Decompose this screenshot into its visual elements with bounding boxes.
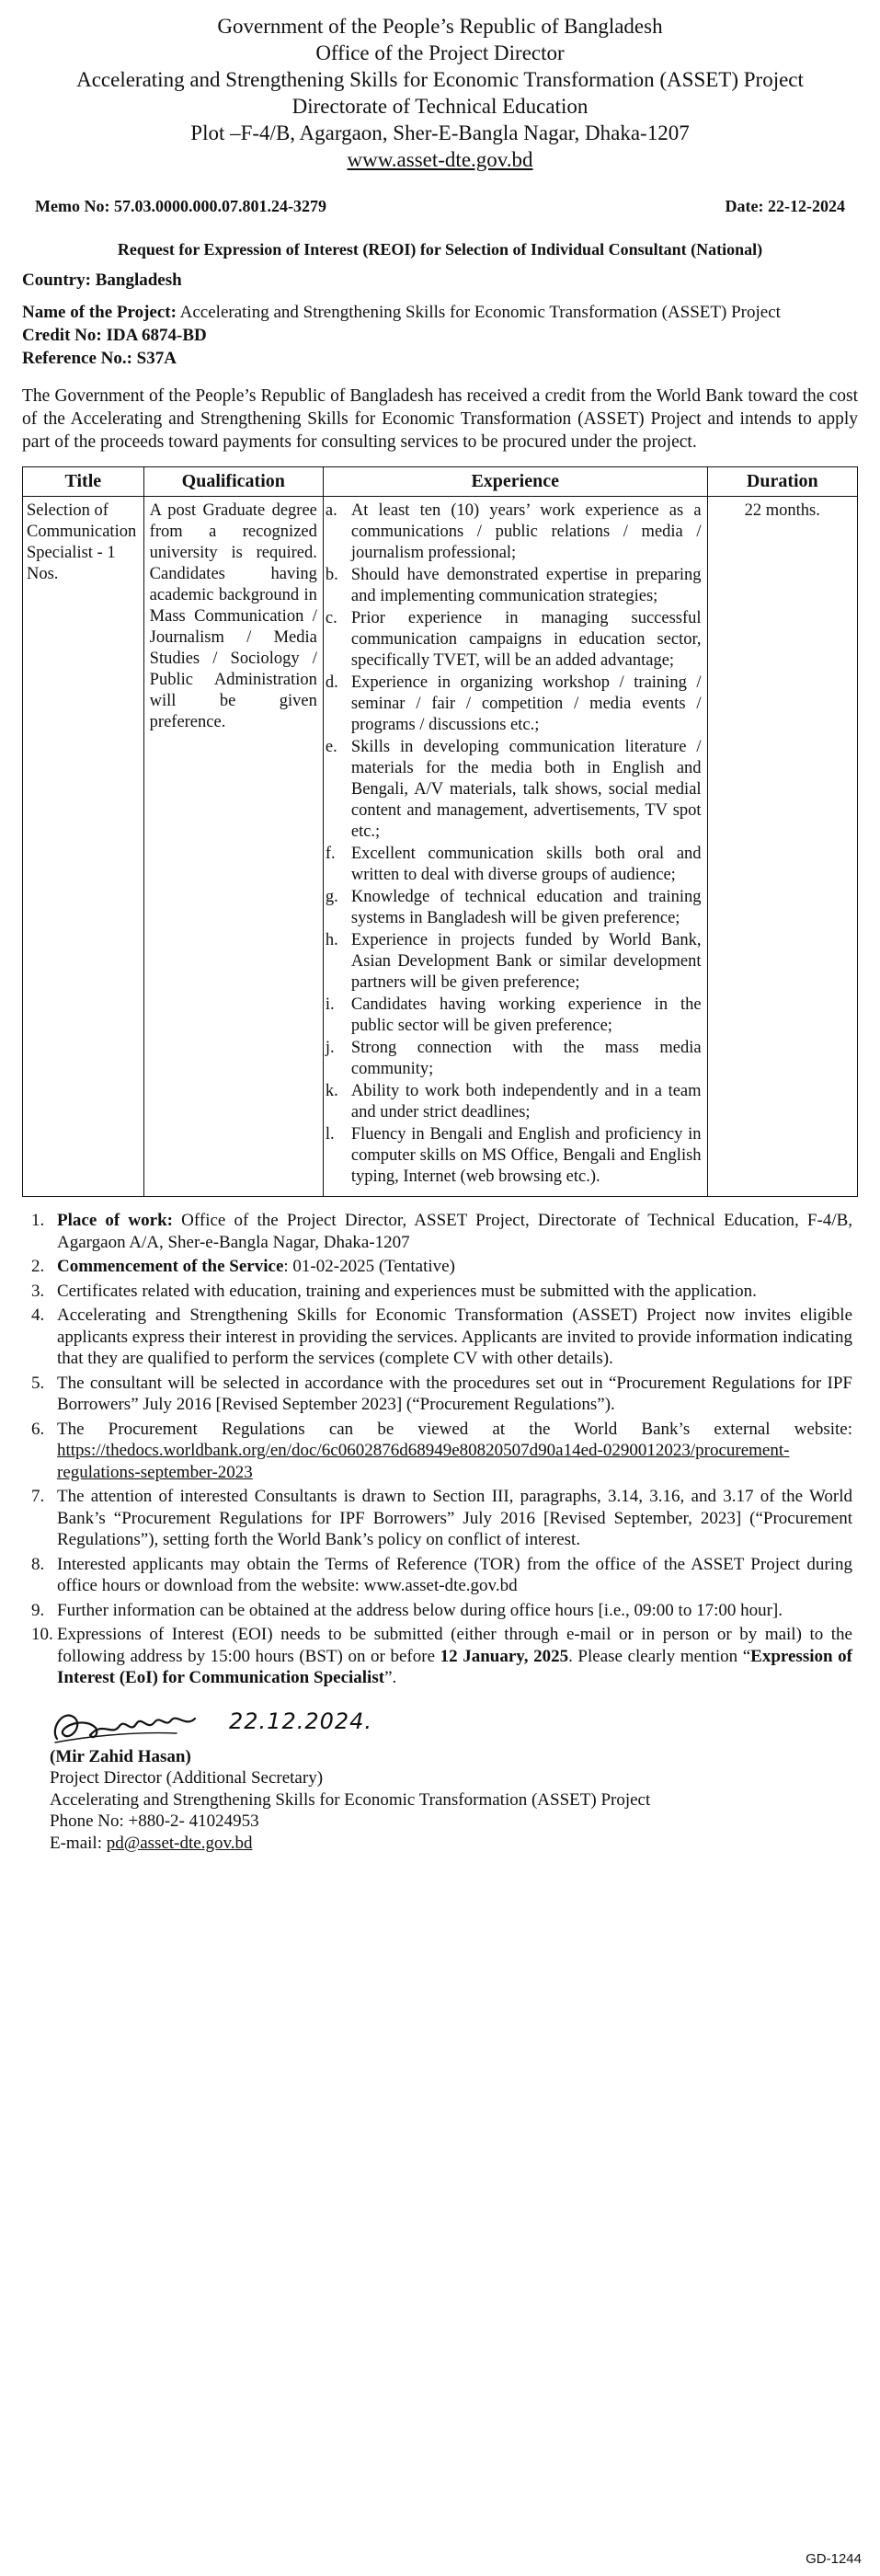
note-body: The Procurement Regulations can be viewed at the World Bank’s external website: — [57, 1419, 852, 1439]
note-text — [57, 1486, 858, 1551]
note-text — [57, 1373, 858, 1416]
table-header-row — [23, 467, 858, 497]
reference-value: S37A — [136, 349, 177, 368]
experience-item — [326, 887, 702, 929]
govt-line: Government of the People’s Republic of Bangladesh — [217, 15, 663, 38]
experience-item — [326, 737, 702, 843]
email-link[interactable]: pd@asset-dte.gov.bd — [106, 1833, 253, 1853]
experience-item — [326, 995, 702, 1037]
note-item — [22, 1419, 858, 1484]
note-item — [22, 1256, 858, 1278]
experience-text: Skills in developing communication literature / materials for the media both in English and Bengali, A/V materials, talk shows, social medial content and management, advertisements, TV spot etc.; — [350, 738, 702, 841]
note-number: 1. — [31, 1211, 45, 1230]
note-text — [57, 1281, 858, 1303]
note-item — [22, 1624, 858, 1689]
memo-row — [35, 197, 845, 216]
handwritten-date: 22.12.2024. — [229, 1708, 373, 1734]
experience-letter: g. — [325, 888, 338, 906]
note-item — [22, 1600, 858, 1622]
note-body: Accelerating and Strengthening Skills for Economic Transformation (ASSET) Project now invites eligible applicants express their interest in providing the services. Applicants are invited to provide information indicating that they are qualified to perform the services (complete CV with other details). — [57, 1305, 852, 1368]
project-line: Accelerating and Strengthening Skills for Economic Transformation (ASSET) Project — [76, 68, 804, 91]
position-table — [22, 466, 858, 1197]
signature-scribble — [48, 1700, 232, 1751]
footer-code: GD-1244 — [806, 2551, 862, 2567]
project-name-value: Accelerating and Strengthening Skills for Economic Transformation (ASSET) Project — [179, 303, 781, 322]
experience-text: Excellent communication skills both oral and written to deal with diverse groups of audience; — [350, 845, 702, 884]
experience-text: Candidates having working experience in the public sector will be given preference; — [350, 995, 702, 1035]
note-number: 3. — [31, 1281, 45, 1301]
header-title: Title — [23, 467, 144, 497]
note-number: 10. — [31, 1625, 53, 1644]
country-value: Bangladesh — [95, 270, 182, 290]
website-link[interactable]: www.asset-dte.gov.bd — [347, 148, 533, 171]
note-text — [57, 1554, 858, 1597]
note-number: 5. — [31, 1373, 45, 1393]
note-number: 4. — [31, 1305, 45, 1325]
experience-letter: h. — [325, 931, 338, 949]
memo-number: Memo No: 57.03.0000.000.07.801.24-3279 — [35, 197, 326, 215]
credit-value: IDA 6874-BD — [106, 326, 207, 345]
experience-letter: b. — [325, 566, 338, 584]
eoi-subject: Expression of Interest (EoI) for Communication Specialist — [57, 1646, 852, 1687]
position-title: Selection of Communication Specialist - 1 Nos. — [23, 497, 144, 1197]
project-name-line — [22, 301, 858, 324]
intro-paragraph: The Government of the People’s Republic of Bangladesh has received a credit from the World Bank toward the cost of the Accelerating and Strengthening Skills for Economic Transformation (ASSET) Project and intends to apply part of the proceeds toward payments for consulting services to be procured under the project. — [22, 386, 858, 452]
experience-item — [326, 1038, 702, 1080]
note-body: Expressions of Interest (EOI) needs to be submitted (either through e-mail or in person or by mail) to the following address by 15:00 hours (BST) on or before — [57, 1625, 852, 1666]
experience-item — [326, 608, 702, 672]
experience-text: Ability to work both independently and in a team and under strict deadlines; — [350, 1082, 702, 1121]
experience-text: Knowledge of technical education and training systems in Bangladesh will be given preference; — [350, 888, 702, 927]
experience-letter: f. — [325, 845, 336, 863]
reference-line — [22, 347, 858, 370]
project-name-label: Name of the Project: — [22, 303, 177, 322]
directorate-line: Directorate of Technical Education — [291, 95, 589, 118]
header-qualification: Qualification — [143, 467, 323, 497]
reference-label: Reference No.: — [22, 349, 132, 368]
note-text — [57, 1624, 858, 1689]
experience-letter: l. — [325, 1125, 335, 1144]
note-bold-label: Place of work: — [57, 1211, 173, 1230]
experience-text: Experience in projects funded by World Bank, Asian Development Bank or similar development partners will be given preference; — [350, 931, 702, 992]
note-body: The attention of interested Consultants is drawn to Section III, paragraphs, 3.14, 3.16, and 3.17 of the World Bank’s “Procurement Regulations for IPF Borrowers” July 2016 [Revised September, 2023] (“Procurement Regulations”), setting forth the World Bank’s policy on conflict of interest. — [57, 1487, 852, 1549]
memo-date: Date: 22-12-2024 — [725, 197, 845, 215]
note-number: 2. — [31, 1257, 45, 1276]
experience-list — [326, 500, 702, 1188]
table-row — [23, 497, 858, 1197]
experience-letter: c. — [325, 609, 337, 627]
note-text — [57, 1305, 858, 1370]
note-item — [22, 1281, 858, 1303]
experience-letter: j. — [325, 1039, 335, 1057]
note-number: 9. — [31, 1600, 45, 1620]
note-text — [57, 1256, 858, 1278]
experience-letter: d. — [325, 673, 338, 692]
header-duration: Duration — [707, 467, 857, 497]
signatory-project: Accelerating and Strengthening Skills for Economic Transformation (ASSET) Project — [50, 1789, 651, 1810]
note-body: The consultant will be selected in accordance with the procedures set out in “Procurement Regulations for IPF Borrowers” July 2016 [Revised September 2023] (“Procurement Regulations”). — [57, 1373, 852, 1414]
experience-item — [326, 500, 702, 564]
signatory-phone: Phone No: +880-2- 41024953 — [50, 1811, 259, 1831]
note-bold-label: Commencement of the Service — [57, 1257, 284, 1276]
duration-value: 22 months. — [707, 497, 857, 1197]
experience-letter: i. — [325, 995, 335, 1014]
credit-label: Credit No: — [22, 326, 102, 345]
note-number: 7. — [31, 1487, 45, 1506]
letterhead — [22, 13, 858, 173]
experience-text: At least ten (10) years’ work experience as a communications / public relations / media / journalism professional; — [350, 501, 702, 562]
experience-item — [326, 844, 702, 886]
header-experience: Experience — [323, 467, 707, 497]
note-number: 8. — [31, 1554, 45, 1574]
office-line: Office of the Project Director — [315, 41, 565, 64]
address-line: Plot –F-4/B, Agargaon, Sher-E-Bangla Nagar, Dhaka-1207 — [190, 121, 690, 144]
signatory-designation: Project Director (Additional Secretary) — [50, 1768, 324, 1788]
experience-item — [326, 1124, 702, 1188]
notes-list — [22, 1210, 858, 1689]
note-body: . Please clearly mention “ — [568, 1646, 751, 1666]
experience-item — [326, 673, 702, 736]
note-item — [22, 1486, 858, 1551]
signatory-details — [50, 1746, 650, 1855]
experience-text: Prior experience in managing successful communication campaigns in education sector, specifically TVET, will be an added advantage; — [350, 609, 702, 670]
reoi-title: Request for Expression of Interest (REOI) for Selection of Individual Consultant (National) — [117, 240, 763, 259]
experience-letter: e. — [325, 738, 337, 756]
experience-item — [326, 1081, 702, 1123]
procurement-regulations-link[interactable]: https://thedocs.worldbank.org/en/doc/6c0602876d68949e80820507d90a14ed-0290012023/procurement-regulations-september-2023 — [57, 1441, 790, 1482]
note-body: : 01-02-2025 (Tentative) — [283, 1257, 455, 1276]
signature-block — [22, 1693, 858, 1868]
note-number: 6. — [31, 1419, 45, 1439]
note-body: Office of the Project Director, ASSET Project, Directorate of Technical Education, F-4/B, Agargaon A/A, Sher-e-Bangla Nagar, Dhaka-1207 — [57, 1211, 852, 1252]
note-item — [22, 1554, 858, 1597]
experience-letter: k. — [325, 1082, 338, 1100]
experience-letter: a. — [325, 501, 337, 520]
experience-item — [326, 930, 702, 994]
note-body: ”. — [384, 1668, 397, 1687]
note-text — [57, 1419, 858, 1484]
signatory-email-line — [50, 1833, 650, 1855]
note-body: Certificates related with education, training and experiences must be submitted with the application. — [57, 1281, 757, 1301]
signatory-name: (Mir Zahid Hasan) — [50, 1746, 191, 1766]
experience-cell — [323, 497, 707, 1197]
experience-text: Fluency in Bengali and English and proficiency in computer skills on MS Office, Bengali and English typing, Internet (web browsing etc.). — [350, 1125, 702, 1186]
experience-item — [326, 565, 702, 607]
email-label: E-mail: — [50, 1833, 107, 1853]
credit-line — [22, 324, 858, 347]
note-item — [22, 1210, 858, 1253]
experience-text: Experience in organizing workshop / training / seminar / fair / competition / media events / programs / discussions etc.; — [350, 673, 702, 734]
note-body: Interested applicants may obtain the Terms of Reference (TOR) from the office of the ASSET Project during office hours or download from the website: www.asset-dte.gov.bd — [57, 1554, 852, 1595]
country-label: Country: — [22, 270, 91, 290]
note-item — [22, 1305, 858, 1370]
qualification-text: A post Graduate degree from a recognized university is required. Candidates having academic background in Mass Communication / Journalism / Media Studies / Sociology / Public Administration will be given preference. — [143, 497, 323, 1197]
note-text — [57, 1210, 858, 1253]
note-body: Further information can be obtained at the address below during office hours [i.e., 09:00 to 17:00 hour]. — [57, 1600, 783, 1620]
note-item — [22, 1373, 858, 1416]
experience-text: Strong connection with the mass media community; — [350, 1039, 702, 1078]
note-text — [57, 1600, 858, 1622]
country-line — [22, 269, 858, 292]
experience-text: Should have demonstrated expertise in preparing and implementing communication strategies; — [350, 566, 702, 605]
deadline-date: 12 January, 2025 — [440, 1646, 569, 1666]
